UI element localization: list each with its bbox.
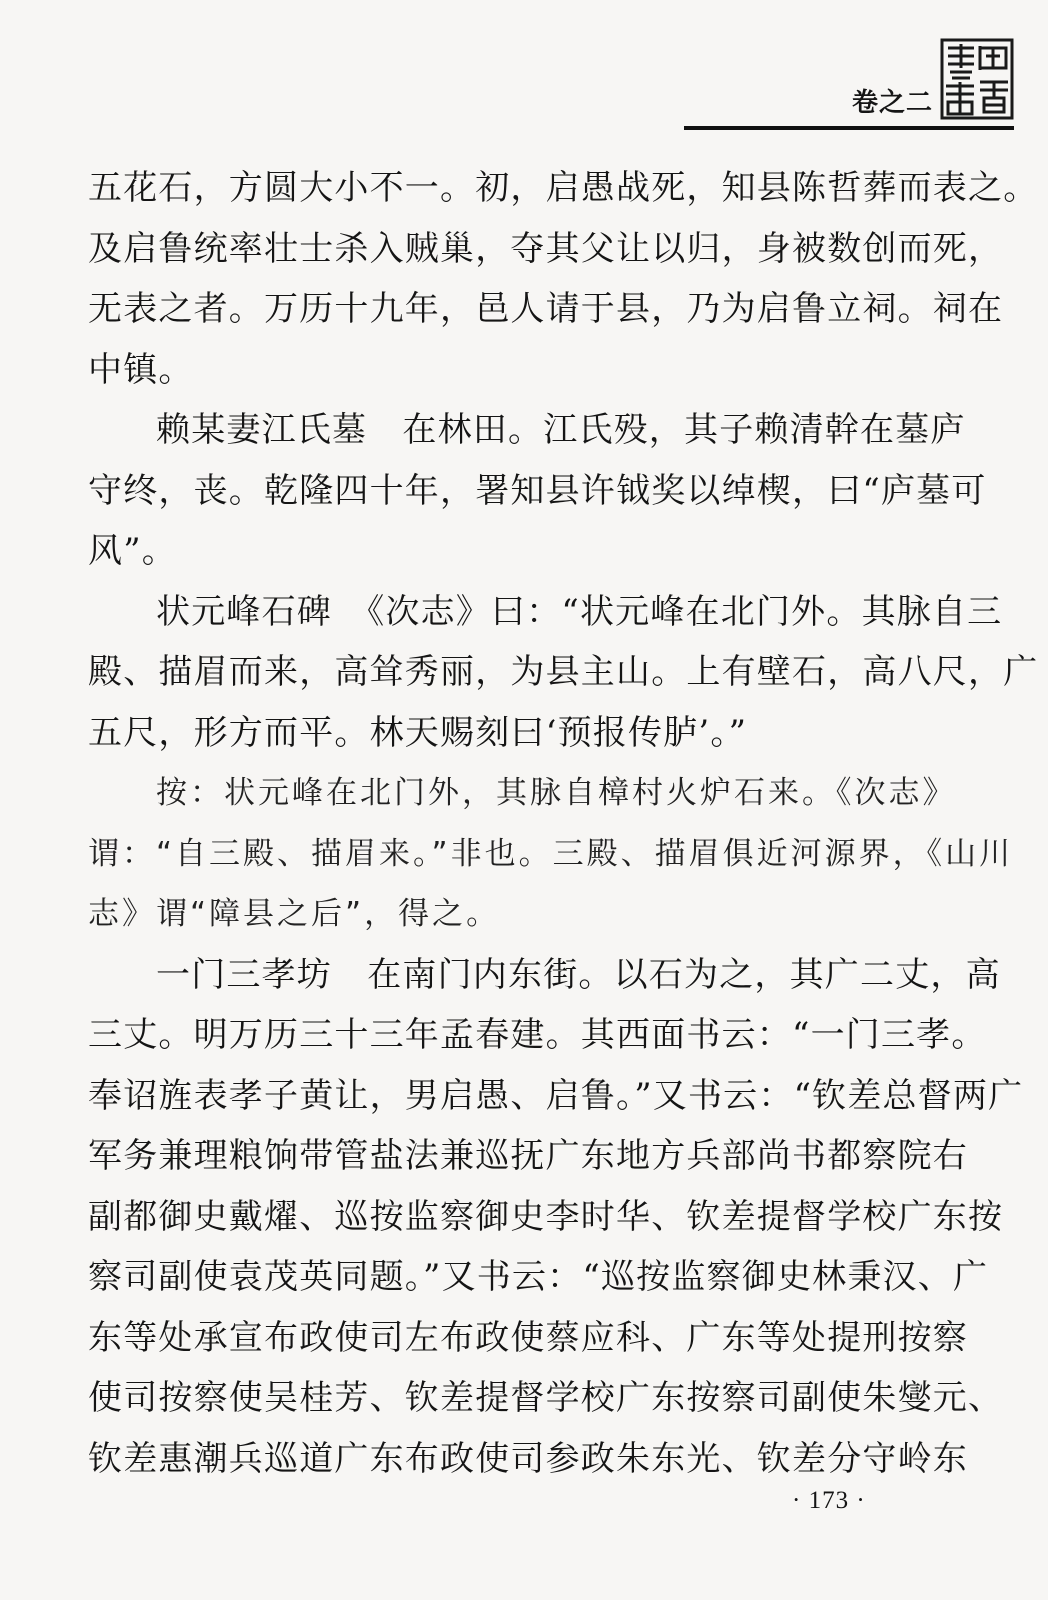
text-line: 无表之者。万历十九年，邑人请于县，乃为启鲁立祠。祠在: [88, 289, 1004, 329]
text-line: 钦差惠潮兵巡道广东布政使司参政朱东光、钦差分守岭东: [88, 1438, 968, 1479]
text-line: 一门三孝坊 在南门内东街。以石为之，其广二丈，高: [156, 954, 1001, 995]
text-line: 志》谓“障县之后”，得之。: [88, 896, 501, 932]
text-line: 三丈。明万历三十三年孟春建。其西面书云：“一门三孝。: [88, 1015, 987, 1055]
text-line: 使司按察使吴桂芳、钦差提督学校广东按察司副使朱燮元、: [88, 1378, 1004, 1418]
paragraph-three-filial-arch: [88, 945, 1024, 1490]
header-rule: [684, 126, 1014, 130]
paragraph-zhushi: [88, 158, 1039, 400]
text-line: 殿、描眉而来，高耸秀丽，为县主山。上有壁石，高八尺，广: [88, 652, 1039, 692]
text-line: 按：状元峰在北门外，其脉自樟村火炉石来。《次志》: [156, 775, 957, 811]
page-number: · 173 ·: [792, 1487, 866, 1514]
text-line: 中镇。: [88, 349, 194, 390]
text-line: 及启鲁统率壮士杀入贼巢，夺其父让以归，身被数创而死，: [88, 228, 1004, 269]
paragraph-zhuangyuan-stele: [88, 582, 1039, 764]
text-line: 赖某妻江氏墓 在林田。江氏殁，其子赖清幹在墓庐: [156, 410, 966, 450]
text-line: 风”。: [88, 531, 177, 571]
text-line: 谓：“自三殿、描眉来。”非也。三殿、描眉俱近河源界，《山川: [88, 835, 1014, 872]
seal-logo-icon: [940, 38, 1014, 120]
page-header: [0, 0, 1048, 135]
text-line: 东等处承宣布政使司左布政使蔡应科、广东等处提刑按察: [88, 1317, 968, 1358]
text-line: 守终，丧。乾隆四十年，署知县许钺奖以绰楔，曰“庐墓可: [88, 470, 987, 511]
chapter-title: 卷之二: [851, 88, 933, 118]
text-line: 副都御史戴燿、巡按监察御史李时华、钦差提督学校广东按: [88, 1196, 1004, 1237]
paragraph-editor-note: [88, 763, 1014, 945]
text-line: 五尺，形方而平。林天赐刻曰‘预报传胪’。”: [88, 712, 748, 753]
text-line: 五花石，方圆大小不一。初，启愚战死，知县陈哲葬而表之。: [88, 168, 1039, 208]
text-line: 察司副使袁茂英同题。”又书云：“巡按监察御史林秉汉、广: [88, 1257, 989, 1297]
text-line: 奉诏旌表孝子黄让，男启愚、启鲁。”又书云：“钦差总督两广: [88, 1075, 1024, 1116]
text-line: 状元峰石碑 《次志》曰：“状元峰在北门外。其脉自三: [156, 591, 1003, 632]
paragraph-jiangshi-tomb: [88, 400, 987, 582]
body-text: [88, 158, 1039, 1489]
text-line: 军务兼理粮饷带管盐法兼巡抚广东地方兵部尚书都察院右: [88, 1136, 968, 1176]
